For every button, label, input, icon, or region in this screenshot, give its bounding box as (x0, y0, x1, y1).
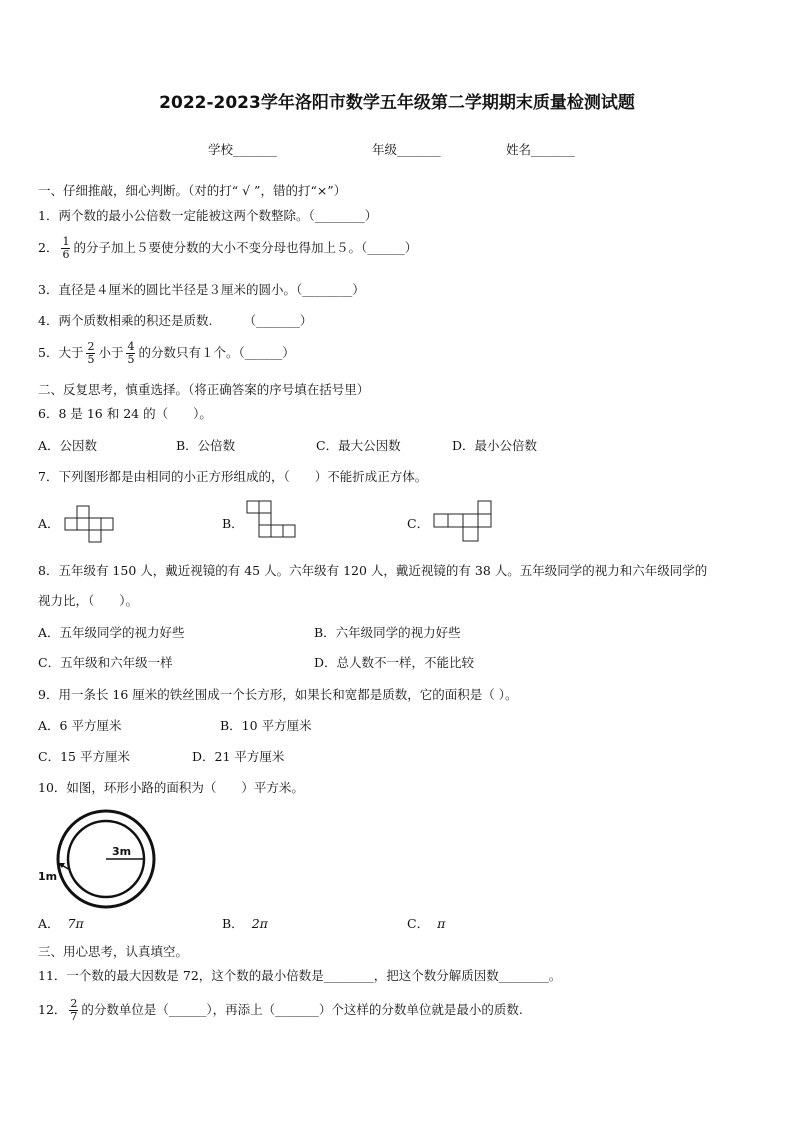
q8-option-c: C．五年级和六年级一样 (38, 655, 173, 670)
fraction-1-6: $\frac{1}{6}$ (62, 235, 70, 261)
page-title: 2022-2023学年洛阳市数学五年级第二学期期末质量检测试题 (159, 93, 635, 113)
grade-field: 年级_______ (372, 142, 441, 157)
section2-heading: 二、反复思考，慎重选择。（将正确答案的序号填在括号里） (38, 382, 370, 397)
q6-option-a: A．公因数 (38, 438, 98, 453)
width-label: 1m (38, 870, 58, 883)
question-4: 4．两个质数相乘的积还是质数. （_______） (38, 313, 313, 328)
q9-option-b: B．10 平方厘米 (220, 718, 312, 733)
section1-heading: 一、仔细推敲，细心判断。（对的打“ √ ”，错的打“×”） (38, 183, 347, 198)
radius-label: 3m (112, 845, 132, 858)
question-8-line2: 视力比，（ ）。 (38, 593, 139, 608)
question-3: 3．直径是４厘米的圆比半径是３厘米的圆小。（________） (38, 282, 365, 297)
fraction-2-5: $\frac{2}{5}$ (87, 340, 95, 366)
cube-net-c-figure (433, 500, 495, 546)
question-12: 12． $\frac{2}{7}$ 的分数单位是（______），再添上（_______）个这样的分数单位就是最小的质数. (38, 997, 523, 1023)
q9-option-c: C．15 平方厘米 (38, 749, 130, 764)
q8-option-a: A．五年级同学的视力好些 (38, 625, 185, 640)
question-7: 7．下列图形都是由相同的小正方形组成的，（ ）不能折成正方体。 (38, 469, 428, 484)
q8-option-b: B．六年级同学的视力好些 (314, 625, 461, 640)
q10-option-b: B． 2π (222, 916, 268, 931)
cube-net-b-figure (246, 500, 302, 542)
cube-net-a-figure (64, 505, 118, 547)
ring-path-figure (34, 804, 158, 910)
q7-option-c: C． (407, 516, 430, 531)
q7-option-a: A． (38, 516, 60, 531)
fraction-4-5: $\frac{4}{5}$ (127, 340, 135, 366)
question-5: 5．大于 $\frac{2}{5}$ 小于 $\frac{4}{5}$ 的分数只有１个。（______） (38, 340, 295, 366)
q6-option-d: D．最小公倍数 (452, 438, 538, 453)
q6-option-c: C．最大公因数 (316, 438, 401, 453)
q7-option-b: B． (222, 516, 244, 531)
q9-option-d: D．21 平方厘米 (192, 749, 285, 764)
name-field: 姓名_______ (506, 142, 575, 157)
fraction-2-7: $\frac{2}{7}$ (70, 997, 78, 1023)
question-9: 9．用一条长 16 厘米的铁丝围成一个长方形，如果长和宽都是质数，它的面积是（ ）。 (38, 687, 518, 702)
question-2: 2． $\frac{1}{6}$ 的分子加上５要使分数的大小不变分母也得加上５。（______） (38, 235, 418, 261)
school-field: 学校_______ (208, 142, 277, 157)
q6-option-b: B．公倍数 (176, 438, 236, 453)
question-10: 10．如图，环形小路的面积为（ ）平方米。 (38, 780, 304, 795)
question-8-line1: 8．五年级有 150 人，戴近视镜的有 45 人。六年级有 120 人，戴近视镜的有 38 人。五年级同学的视力和六年级同学的 (38, 563, 708, 578)
question-11: 11．一个数的最大因数是 72，这个数的最小倍数是________，把这个数分解质因数________。 (38, 968, 562, 983)
q8-option-d: D．总人数不一样，不能比较 (314, 655, 475, 670)
section3-heading: 三、用心思考，认真填空。 (38, 944, 189, 959)
question-1: 1．两个数的最小公倍数一定能被这两个数整除。（________） (38, 208, 378, 223)
q10-option-c: C． π (407, 916, 446, 931)
question-6: 6．8 是 16 和 24 的（ ）。 (38, 406, 212, 421)
q10-option-a: A． 7π (38, 916, 84, 931)
q9-option-a: A．6 平方厘米 (38, 718, 122, 733)
